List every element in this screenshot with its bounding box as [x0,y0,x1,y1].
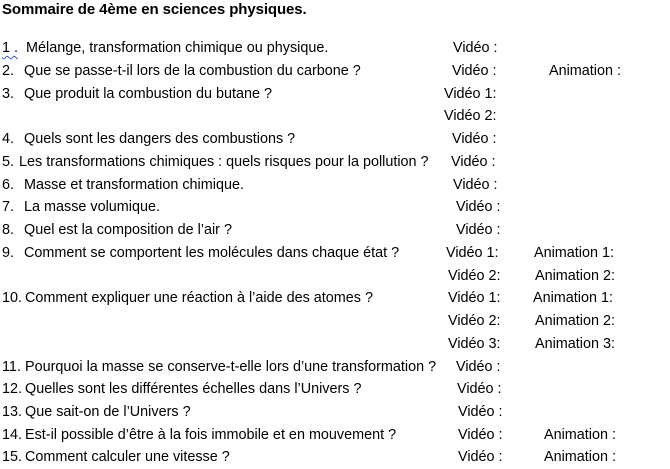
video-link[interactable]: Vidéo 3: [448,336,501,352]
item-number: 15. [2,449,23,465]
item-number: 4. [2,131,15,147]
item-number: 1 . [2,40,18,56]
video-link[interactable]: Vidéo : [451,154,496,170]
animation-link[interactable]: Animation : [544,427,616,443]
video-link[interactable]: Vidéo : [453,177,498,193]
video-link[interactable]: Vidéo : [458,449,503,465]
video-link[interactable]: Vidéo 2: [444,108,497,124]
item-number: 9. [2,245,15,261]
video-link[interactable]: Vidéo 2: [448,268,501,284]
list-item [0,106,670,128]
item-question: Comment se comportent les molécules dans chaque état ? [24,245,400,261]
list-item [0,311,670,333]
video-link[interactable]: Vidéo : [458,404,503,420]
list-item [0,288,670,310]
list-item [0,334,670,356]
list-item [0,266,670,288]
item-number: 7. [2,199,15,215]
item-question: Quel est la composition de l’air ? [24,222,232,238]
video-link[interactable]: Vidéo : [458,427,503,443]
item-question: La masse volumique. [24,199,160,215]
list-item [0,84,670,106]
list-item [0,379,670,401]
item-number: 2. [2,63,15,79]
video-link[interactable]: Vidéo 2: [448,313,501,329]
item-question: Comment expliquer une réaction à l’aide des atomes ? [25,290,373,306]
item-question: Que sait-on de l’Univers ? [25,404,191,420]
item-question: Mélange, transformation chimique ou physique. [26,40,329,56]
list-item [0,38,670,60]
item-number: 13. [2,404,23,420]
item-number: 12. [2,381,23,397]
video-link[interactable]: Vidéo 1: [444,86,497,102]
list-item [0,61,670,83]
item-number: 14. [2,427,23,443]
animation-link[interactable]: Animation 1: [534,245,614,261]
list-item [0,175,670,197]
item-question: Masse et transformation chimique. [24,177,244,193]
item-number: 11. [2,359,21,375]
list-item [0,197,670,219]
video-link[interactable]: Vidéo : [456,359,501,375]
page-title: Sommaire de 4ème en sciences physiques. [2,1,307,18]
item-question: Les transformations chimiques : quels risques pour la pollution ? [19,154,429,170]
item-question: Que produit la combustion du butane ? [24,86,273,102]
item-question: Pourquoi la masse se conserve-t-elle lors d’une transformation ? [25,359,437,375]
item-question: Quelles sont les différentes échelles dans l’Univers ? [25,381,362,397]
item-question: Comment calculer une vitesse ? [25,449,230,465]
list-item [0,129,670,151]
video-link[interactable]: Vidéo 1: [446,245,499,261]
item-number: 8. [2,222,15,238]
animation-link[interactable]: Animation : [549,63,621,79]
item-number: 5. [2,154,15,170]
item-number: 3. [2,86,15,102]
item-number: 6. [2,177,15,193]
video-link[interactable]: Vidéo : [456,222,501,238]
item-question: Quels sont les dangers des combustions ? [24,131,296,147]
list-item [0,425,670,447]
list-item [0,220,670,242]
item-number: 10. [2,290,23,306]
list-item [0,152,670,174]
video-link[interactable]: Vidéo : [452,63,497,79]
animation-link[interactable]: Animation 2: [535,268,615,284]
video-link[interactable]: Vidéo 1: [448,290,501,306]
video-link[interactable]: Vidéo : [457,381,502,397]
animation-link[interactable]: Animation 3: [535,336,615,352]
video-link[interactable]: Vidéo : [453,40,498,56]
list-item [0,402,670,424]
list-item [0,357,670,379]
video-link[interactable]: Vidéo : [452,131,497,147]
animation-link[interactable]: Animation 1: [533,290,613,306]
list-item [0,243,670,265]
animation-link[interactable]: Animation : [544,449,616,465]
video-link[interactable]: Vidéo : [456,199,501,215]
item-question: Que se passe-t-il lors de la combustion du carbone ? [24,63,361,79]
animation-link[interactable]: Animation 2: [535,313,615,329]
item-question: Est-il possible d’être à la fois immobile et en mouvement ? [25,427,397,443]
